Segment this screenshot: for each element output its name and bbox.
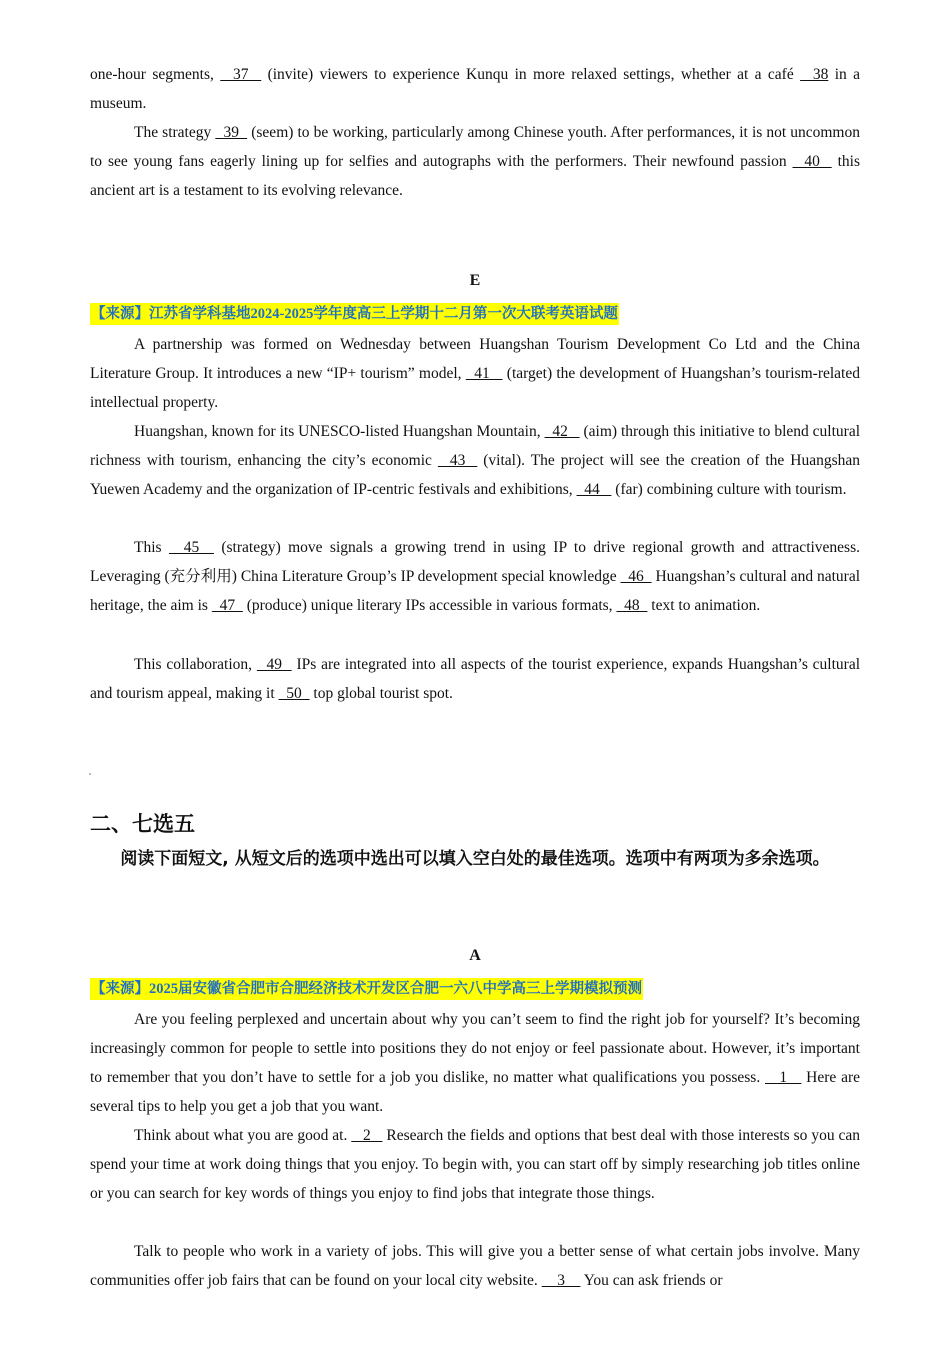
blank-40: 40 xyxy=(792,153,832,170)
source-label-a: 【来源】2025届安徽省合肥市合肥经济技术开发区合肥一六八中学高三上学期模拟预测 xyxy=(90,978,643,1000)
passage-paragraph: Huangshan, known for its UNESCO-listed Huangshan Mountain, 42 (aim) through this initiative to blend cultural richness with tourism, enhancing the city’s economic 43 (vital). The project will see the creation of the Huangshan Yuewen Academy and the organization of IP-centric festivals and exhibitions, 44 (far) combining culture with tourism. xyxy=(90,423,861,498)
blank-2: 2 xyxy=(351,1127,383,1144)
section-a-heading: A xyxy=(469,947,481,964)
passage-paragraph: This collaboration, 49 IPs are integrated into all aspects of the tourist experience, expands Huangshan’s cultural and tourism appeal, making it 50 top global tourist spot. xyxy=(90,656,861,702)
blank-49: 49 xyxy=(256,656,292,673)
blank-48: 48 xyxy=(616,597,648,614)
section-e-heading: E xyxy=(469,272,481,289)
passage-paragraph: A partnership was formed on Wednesday between Huangshan Tourism Development Co Ltd and the China Literature Group. It introduces a new “IP+ tourism” model, 41 (target) the development of Huangshan’s tourism-related intellectual property. xyxy=(90,336,860,411)
blank-39: 39 xyxy=(215,124,248,141)
passage-paragraph: The strategy 39 (seem) to be working, particularly among Chinese youth. After performances, it is not uncommon to see young fans eagerly lining up for selfies and autographs with the performers. Their newfound passion 40 this ancient art is a testament to its evolving relevance. xyxy=(90,124,861,199)
passage-paragraph: one-hour segments, 37 (invite) viewers to experience Kunqu in more relaxed settings, whether at a café 38 in a museum. xyxy=(90,66,860,112)
passage-paragraph: Talk to people who work in a variety of jobs. This will give you a better sense of what certain jobs involve. Many communities offer job fairs that can be found on your local city website. 3 You can ask friends or xyxy=(90,1243,860,1289)
section-two-title: 二、七选五 xyxy=(90,812,195,836)
blank-1: 1 xyxy=(765,1069,802,1086)
blank-3: 3 xyxy=(541,1272,581,1289)
blank-47: 47 xyxy=(211,597,243,614)
section-two-instruction: 阅读下面短文, 从短文后的选项中选出可以填入空白处的最佳选项。选项中有两项为多余选项。 xyxy=(120,849,830,869)
blank-45: 45 xyxy=(168,539,214,556)
stray-mark xyxy=(89,773,91,775)
blank-46: 46 xyxy=(620,568,652,585)
blank-42: 42 xyxy=(544,423,580,440)
blank-37: 37 xyxy=(220,66,262,83)
blank-50: 50 xyxy=(278,685,310,702)
blank-43: 43 xyxy=(437,452,478,469)
source-label-e: 【来源】江苏省学科基地2024-2025学年度高三上学期十二月第一次大联考英语试题 xyxy=(90,303,619,325)
blank-44: 44 xyxy=(576,481,612,498)
passage-paragraph: Think about what you are good at. 2 Research the fields and options that best deal with those interests so you can spend your time at work doing things that you enjoy. To begin with, you can start off by simply researching job titles online or you can search for key words of things you enjoy to find jobs that integrate those things. xyxy=(90,1127,860,1202)
passage-paragraph: This 45 (strategy) move signals a growing trend in using IP to drive regional growth and attractiveness. Leveraging (充分利用) China Literature Group’s IP development special knowledge 46 Huangshan’s cultural and natural heritage, the aim is 47 (produce) unique literary IPs accessible in various formats, 48 text to animation. xyxy=(90,539,861,614)
blank-41: 41 xyxy=(465,365,503,382)
passage-paragraph: Are you feeling perplexed and uncertain about why you can’t seem to find the right job for yourself? It’s becoming increasingly common for people to settle into positions they do not enjoy or feel passionate about. However, it’s important to remember that you don’t have to settle for a job you dislike, no matter what qualifications you possess. 1 Here are several tips to help you get a job that you want. xyxy=(90,1011,860,1115)
blank-38: 38 xyxy=(800,66,829,83)
